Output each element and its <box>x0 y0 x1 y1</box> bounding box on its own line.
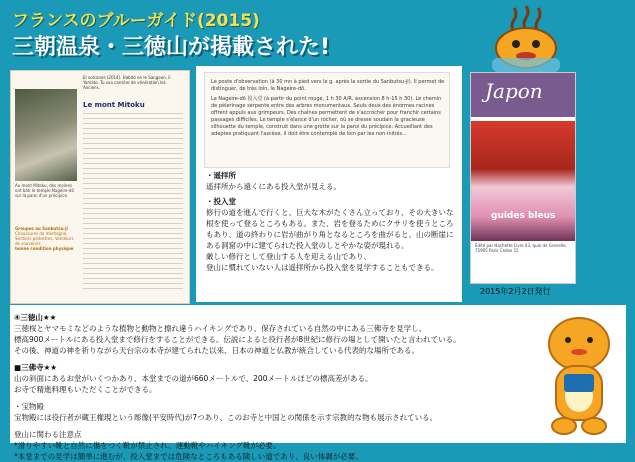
s4-line2: *本堂までの見学は簡単に進むが、投入堂までは危険なところもある険しい道であり、良い体調が必要。 <box>14 452 363 461</box>
mascot-figure-illustration <box>534 314 624 442</box>
excerpt-text <box>211 79 447 138</box>
obs-title: ・遥拝所 <box>206 171 236 180</box>
excerpt-p1: Le poste d'observation (à 30 mn à pied vers le g. après la sortie du Sanbutsu-ji). Il permet de distinguer, de très loin, le Nageire-dō. <box>211 79 445 92</box>
nageire-title: ・投入堂 <box>206 197 236 206</box>
s2-title: ■三佛寺★★ <box>14 363 58 372</box>
left-book-section-title: Groupes au Sanbutsu-ji <box>15 226 68 231</box>
header-line2: 三朝温泉・三徳山が掲載された! <box>12 35 331 60</box>
left-book-photo-caption: Au mont Mitoku, des moines ont bâti le temple Nageire-dō sur la paroi d'un précipice. <box>15 183 74 198</box>
left-book-text-lines <box>83 113 183 293</box>
nageire-body3: 登山に慣れていない人は遥拝所から投入堂を見学することもできる。 <box>206 263 439 272</box>
nageire-do-photo <box>15 89 77 181</box>
japon-guide-cover <box>470 72 576 284</box>
s1-line3: その後、神道の神を祈りながら天台宗の本寺が建てられた以来、日本の神道と仏教が統合している代表的な場所である。 <box>14 346 419 355</box>
japon-cover-header <box>471 73 575 117</box>
s1-line1: 三徳桜とヤマモミなどのような植物と動物と擦れ違うハイキングであり、保存されている自然の中にある三佛寺を見学し、 <box>14 324 427 333</box>
s2-line2: お寺で精進料理もいただくことができる。 <box>14 385 157 394</box>
left-book-page <box>10 70 190 304</box>
s4-title: 登山に関わる注意点 <box>14 430 82 439</box>
guide-excerpt <box>204 72 450 168</box>
japon-subtitle: guides bleus <box>491 211 556 221</box>
left-book-section <box>15 226 79 276</box>
obs-body: 遥拝所から遠くにある投入堂が見える。 <box>206 182 341 191</box>
s1-line2: 標高900メートルにある投入堂まで修行をすることができる。伝説によると役行者が8世紀に修行の場として開いたと言われている。 <box>14 335 461 344</box>
japon-logo: Japon <box>485 79 543 103</box>
left-book-intro: El volcanes (2014). Habitó en le Sangeon, il Yamato. Tu sua carrière de vénération les Anciens. <box>83 75 171 90</box>
japon-publisher-note: Édité par Hachette Livre 43, quai de Grenelle, 75905 Paris Cedex 15 <box>475 243 567 253</box>
japon-cover-photo <box>471 121 575 241</box>
s1-title: ④三徳山★★ <box>14 313 57 322</box>
excerpt-p2: Le Nageire-dō 投入堂 (à partir du point rouge, 1 h 30 A/R, ascension 8 h-15 h 30). Le chemin de pèlerinage serpente entre des arbres monumentaux. Seuls deux des énormes racines offrent appuis aux grimpeurs. Des chaînes permettent de s'accrocher pour franchir certains passages difficiles. Le temple s'élance d'un rocher, où se dresse soudain la gracieuse silhouette du temple, construit dans une grotte sur la paroi du précipice. Accueillant des adeptes pratiquant l'ascèse, il doit être contemplé de loin par les non-initiés... <box>211 96 442 137</box>
onsen-mascot-illustration <box>478 4 570 76</box>
left-book-heading: Le mont Mitoku <box>83 101 145 109</box>
left-book-section-items: Chaussures de montagne, Sentiers pédestres, Vendeurs de souvenirs <box>15 231 74 246</box>
s2-line1: 山の斜面にあるお堂がいくつかあり、本堂までの道が660メートルで、200メートルほどの標高差がある。 <box>14 374 373 383</box>
nageire-body: 修行の道を進んで行くと、巨大な木がたくさん立っており、その大きいな根を使って登るところもある。また、岩を登るためにクサリを使うところもあり、道の終わりに岩が曲がり角となるところを曲がると、山の断崖にある洞窟の中に建てられた投入堂のしとやかな姿が現れる。 <box>206 208 454 250</box>
publication-date: 2015年2月2日発行 <box>480 287 551 296</box>
s3-line1: 宝物殿には役行者が蔵王権現という彫像(平安時代)が7つあり、このお寺と中国との関係を示す宗教的な物も展示されている。 <box>14 413 438 422</box>
bottom-text <box>14 312 534 462</box>
japanese-notes <box>206 170 458 273</box>
nageire-body2: 厳しい修行として登山する人を迎える山であり、 <box>206 252 371 261</box>
s3-title: ・宝物殿 <box>14 402 44 411</box>
left-book-orange-link: bonne condition physique <box>15 246 74 251</box>
header-line1: フランスのブルーガイド(2015) <box>12 11 260 31</box>
s4-line1: *滑りやすい靴と自然に傷をつく靴が禁止され、運動靴やハイキング靴が必要。 <box>14 441 281 450</box>
